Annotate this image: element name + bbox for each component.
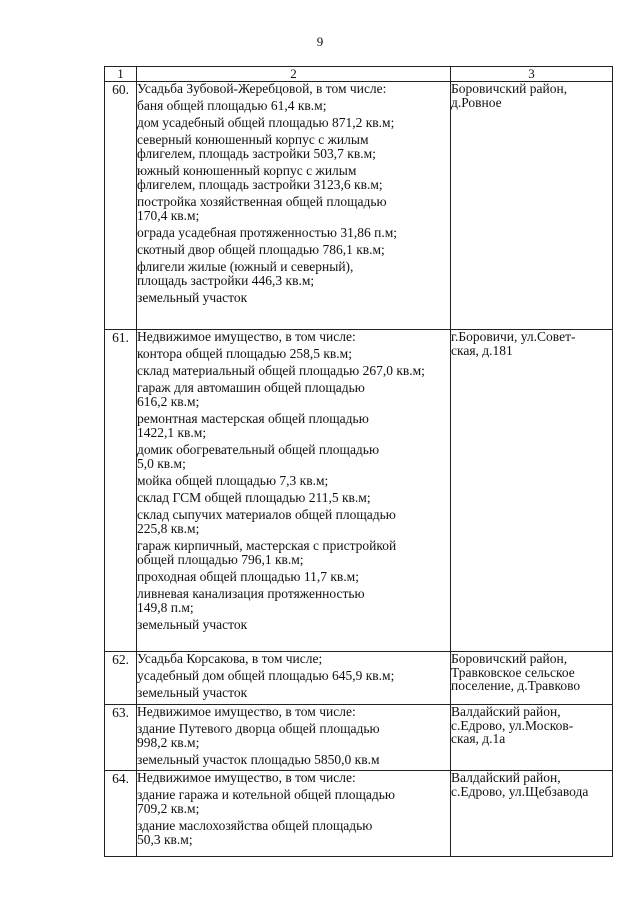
property-item [137,753,450,767]
property-description [137,705,451,771]
property-location [451,705,613,771]
property-item [137,260,450,288]
property-item-line: мойка общей площадью 7,3 кв.м; [137,473,329,488]
property-item-line: общей площадью 796,1 кв.м; [137,552,304,567]
property-item [137,443,450,471]
property-item-line: флигелем, площадь застройки 3123,6 кв.м; [137,177,383,192]
property-item-line: гараж для автомашин общей площадью [137,380,365,395]
property-item [137,587,450,615]
property-item-line: 1422,1 кв.м; [137,425,207,440]
property-location [451,771,613,857]
location-line: Боровичский район, [451,651,568,666]
property-item [137,669,450,683]
column-header-2: 2 [137,67,451,82]
property-item [137,291,450,305]
table-row [105,330,613,652]
location-line: с.Едрово, ул.Москов- [451,717,574,733]
row-number: 62. [105,652,137,705]
property-item [137,347,450,361]
description-title-text: Недвижимое имущество, в том числе: [137,329,356,344]
description-title [137,771,450,785]
property-description [137,330,451,652]
location-line: ская, д.1а [451,731,506,746]
property-item [137,474,450,488]
property-item-line: 50,3 кв.м; [137,832,193,847]
property-item-line: проходная общей площадью 11,7 кв.м; [137,569,359,584]
location-line: г.Боровичи, ул.Совет- [451,329,576,344]
column-header-1: 1 [105,67,137,82]
description-title-text: Недвижимое имущество, в том числе: [137,704,356,719]
table-row [105,771,613,857]
property-item-line: постройка хозяйственная общей площадью [137,194,387,209]
property-item-line: домик обогревательный общей площадью [137,442,380,457]
property-item [137,819,450,847]
property-item [137,381,450,409]
property-item-line: 225,8 кв.м; [137,521,200,536]
description-title [137,82,450,96]
property-item-line: баня общей площадью 61,4 кв.м; [137,98,327,113]
description-title [137,652,450,666]
row-number: 60. [105,82,137,330]
property-item-line: здание гаража и котельной общей площадью [137,787,395,802]
table-header-row [105,67,613,82]
property-item [137,243,450,257]
property-item-line: 5,0 кв.м; [137,456,186,471]
property-item [137,539,450,567]
property-item-line: усадебный дом общей площадью 645,9 кв.м; [137,668,395,683]
property-item-line: земельный участок площадью 5850,0 кв.м [137,752,380,767]
location-line: Боровичский район, [451,81,568,96]
property-item [137,116,450,130]
property-item-line: склад ГСМ общей площадью 211,5 кв.м; [137,490,371,505]
location-line: ская, д.181 [451,342,513,358]
location-line: д.Ровное [451,94,502,110]
description-title-text: Усадьба Зубовой-Жеребцовой, в том числе: [137,81,387,96]
property-description [137,82,451,330]
property-item-line: склад сыпучих материалов общей площадью [137,507,396,522]
property-location [451,652,613,705]
location-line: Валдайский район, [451,770,561,785]
property-item [137,686,450,700]
description-title [137,705,450,719]
property-table [104,66,613,857]
property-item-line: здание Путевого дворца общей площадью [137,721,380,736]
property-item-line: контора общей площадью 258,5 кв.м; [137,346,352,361]
property-item-line: земельный участок [137,685,248,700]
property-item [137,618,450,632]
property-item-line: земельный участок [137,617,248,632]
property-item-line: 998,2 кв.м; [137,735,200,750]
property-item-line: площадь застройки 446,3 кв.м; [137,273,315,288]
property-location [451,330,613,652]
property-item [137,788,450,816]
property-item [137,164,450,192]
description-title-text: Недвижимое имущество, в том числе: [137,770,356,785]
row-number: 64. [105,771,137,857]
table-row [105,652,613,705]
property-item-line: 709,2 кв.м; [137,801,200,816]
property-item-line: ограда усадебная протяженностью 31,86 п.м; [137,225,398,240]
property-item-line: земельный участок [137,290,248,305]
property-item-line: здание маслохозяйства общей площадью [137,818,373,833]
property-item-line: 170,4 кв.м; [137,208,200,223]
description-title [137,330,450,344]
property-item [137,570,450,584]
property-item-line: южный конюшенный корпус с жилым [137,163,357,178]
property-item-line: ливневая канализация протяженностью [137,586,365,601]
property-description [137,771,451,857]
page-number: 9 [316,34,324,49]
row-number: 63. [105,705,137,771]
property-item [137,412,450,440]
location-line: с.Едрово, ул.Щебзавода [451,783,589,799]
property-item-line: флигелем, площадь застройки 503,7 кв.м; [137,146,376,161]
property-item-line: дом усадебный общей площадью 871,2 кв.м; [137,115,395,130]
row-number: 61. [105,330,137,652]
location-line: Травковское сельское [451,664,575,680]
table-row [105,705,613,771]
table-row [105,82,613,330]
property-item [137,195,450,223]
property-item [137,226,450,240]
property-item [137,364,450,378]
property-item-line: скотный двор общей площадью 786,1 кв.м; [137,242,385,257]
property-description [137,652,451,705]
property-item [137,508,450,536]
property-item-line: склад материальный общей площадью 267,0 кв.м; [137,363,425,378]
description-title-text: Усадьба Корсакова, в том числе; [137,651,323,666]
location-line: Валдайский район, [451,704,561,719]
property-item [137,99,450,113]
location-line: поселение, д.Травково [451,678,581,693]
property-item [137,722,450,750]
property-item-line: флигели жилые (южный и северный), [137,259,354,274]
property-item-line: северный конюшенный корпус с жилым [137,132,369,147]
property-item-line: 616,2 кв.м; [137,394,200,409]
property-location [451,82,613,330]
property-item [137,133,450,161]
property-item [137,491,450,505]
property-item-line: ремонтная мастерская общей площадью [137,411,369,426]
property-item-line: 149,8 п.м; [137,600,194,615]
property-item-line: гараж кирпичный, мастерская с пристройкой [137,538,397,553]
column-header-3: 3 [451,67,613,82]
